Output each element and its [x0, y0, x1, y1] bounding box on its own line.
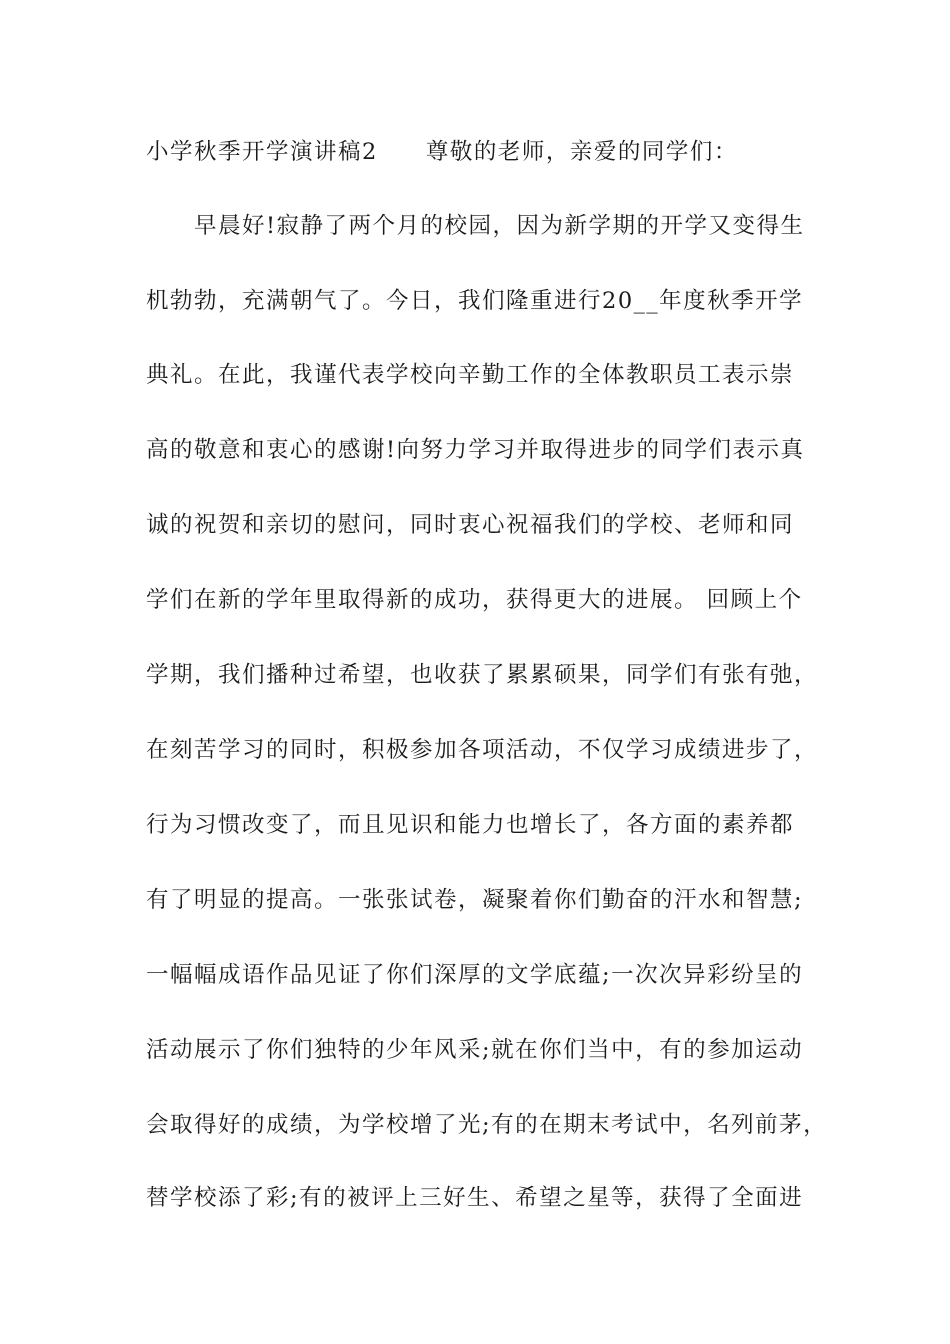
text-line-14: 会取得好的成绩，为学校增了光;有的在期末考试中，名列前茅，: [146, 1112, 828, 1138]
text-line-9: 在刻苦学习的同时，积极参加各项活动，不仅学习成绩进步了，: [146, 737, 819, 763]
text-line-4: 典礼。在此，我谨代表学校向辛勤工作的全体教职员工表示崇: [146, 362, 795, 388]
text-line-13: 活动展示了你们独特的少年风采;就在你们当中，有的参加运动: [146, 1037, 804, 1063]
text-line-10: 行为习惯改变了，而且见识和能力也增长了，各方面的素养都: [146, 812, 795, 838]
text-line-8: 学期，我们播种过希望，也收获了累累硕果，同学们有张有弛，: [146, 662, 819, 688]
text-line-1: 小学秋季开学演讲稿2 尊敬的老师，亲爱的同学们：: [146, 139, 738, 165]
text-line-3: 机勃勃，充满朝气了。今日，我们隆重进行20__年度秋季开学: [146, 288, 804, 314]
text-line-11: 有了明显的提高。一张张试卷，凝聚着你们勤奋的汗水和智慧;: [146, 887, 804, 913]
text-line-6: 诚的祝贺和亲切的慰问，同时衷心祝福我们的学校、老师和同: [146, 512, 795, 538]
text-line-15: 替学校添了彩;有的被评上三好生、希望之星等，获得了全面进: [146, 1185, 804, 1211]
text-line-12: 一幅幅成语作品见证了你们深厚的文学底蕴;一次次异彩纷呈的: [146, 962, 804, 988]
text-line-2: 早晨好!寂静了两个月的校园，因为新学期的开学又变得生: [194, 213, 805, 239]
text-line-7: 学们在新的学年里取得新的成功，获得更大的进展。 回顾上个: [146, 587, 803, 613]
text-line-5: 高的敬意和衷心的感谢!向努力学习并取得进步的同学们表示真: [146, 437, 805, 463]
